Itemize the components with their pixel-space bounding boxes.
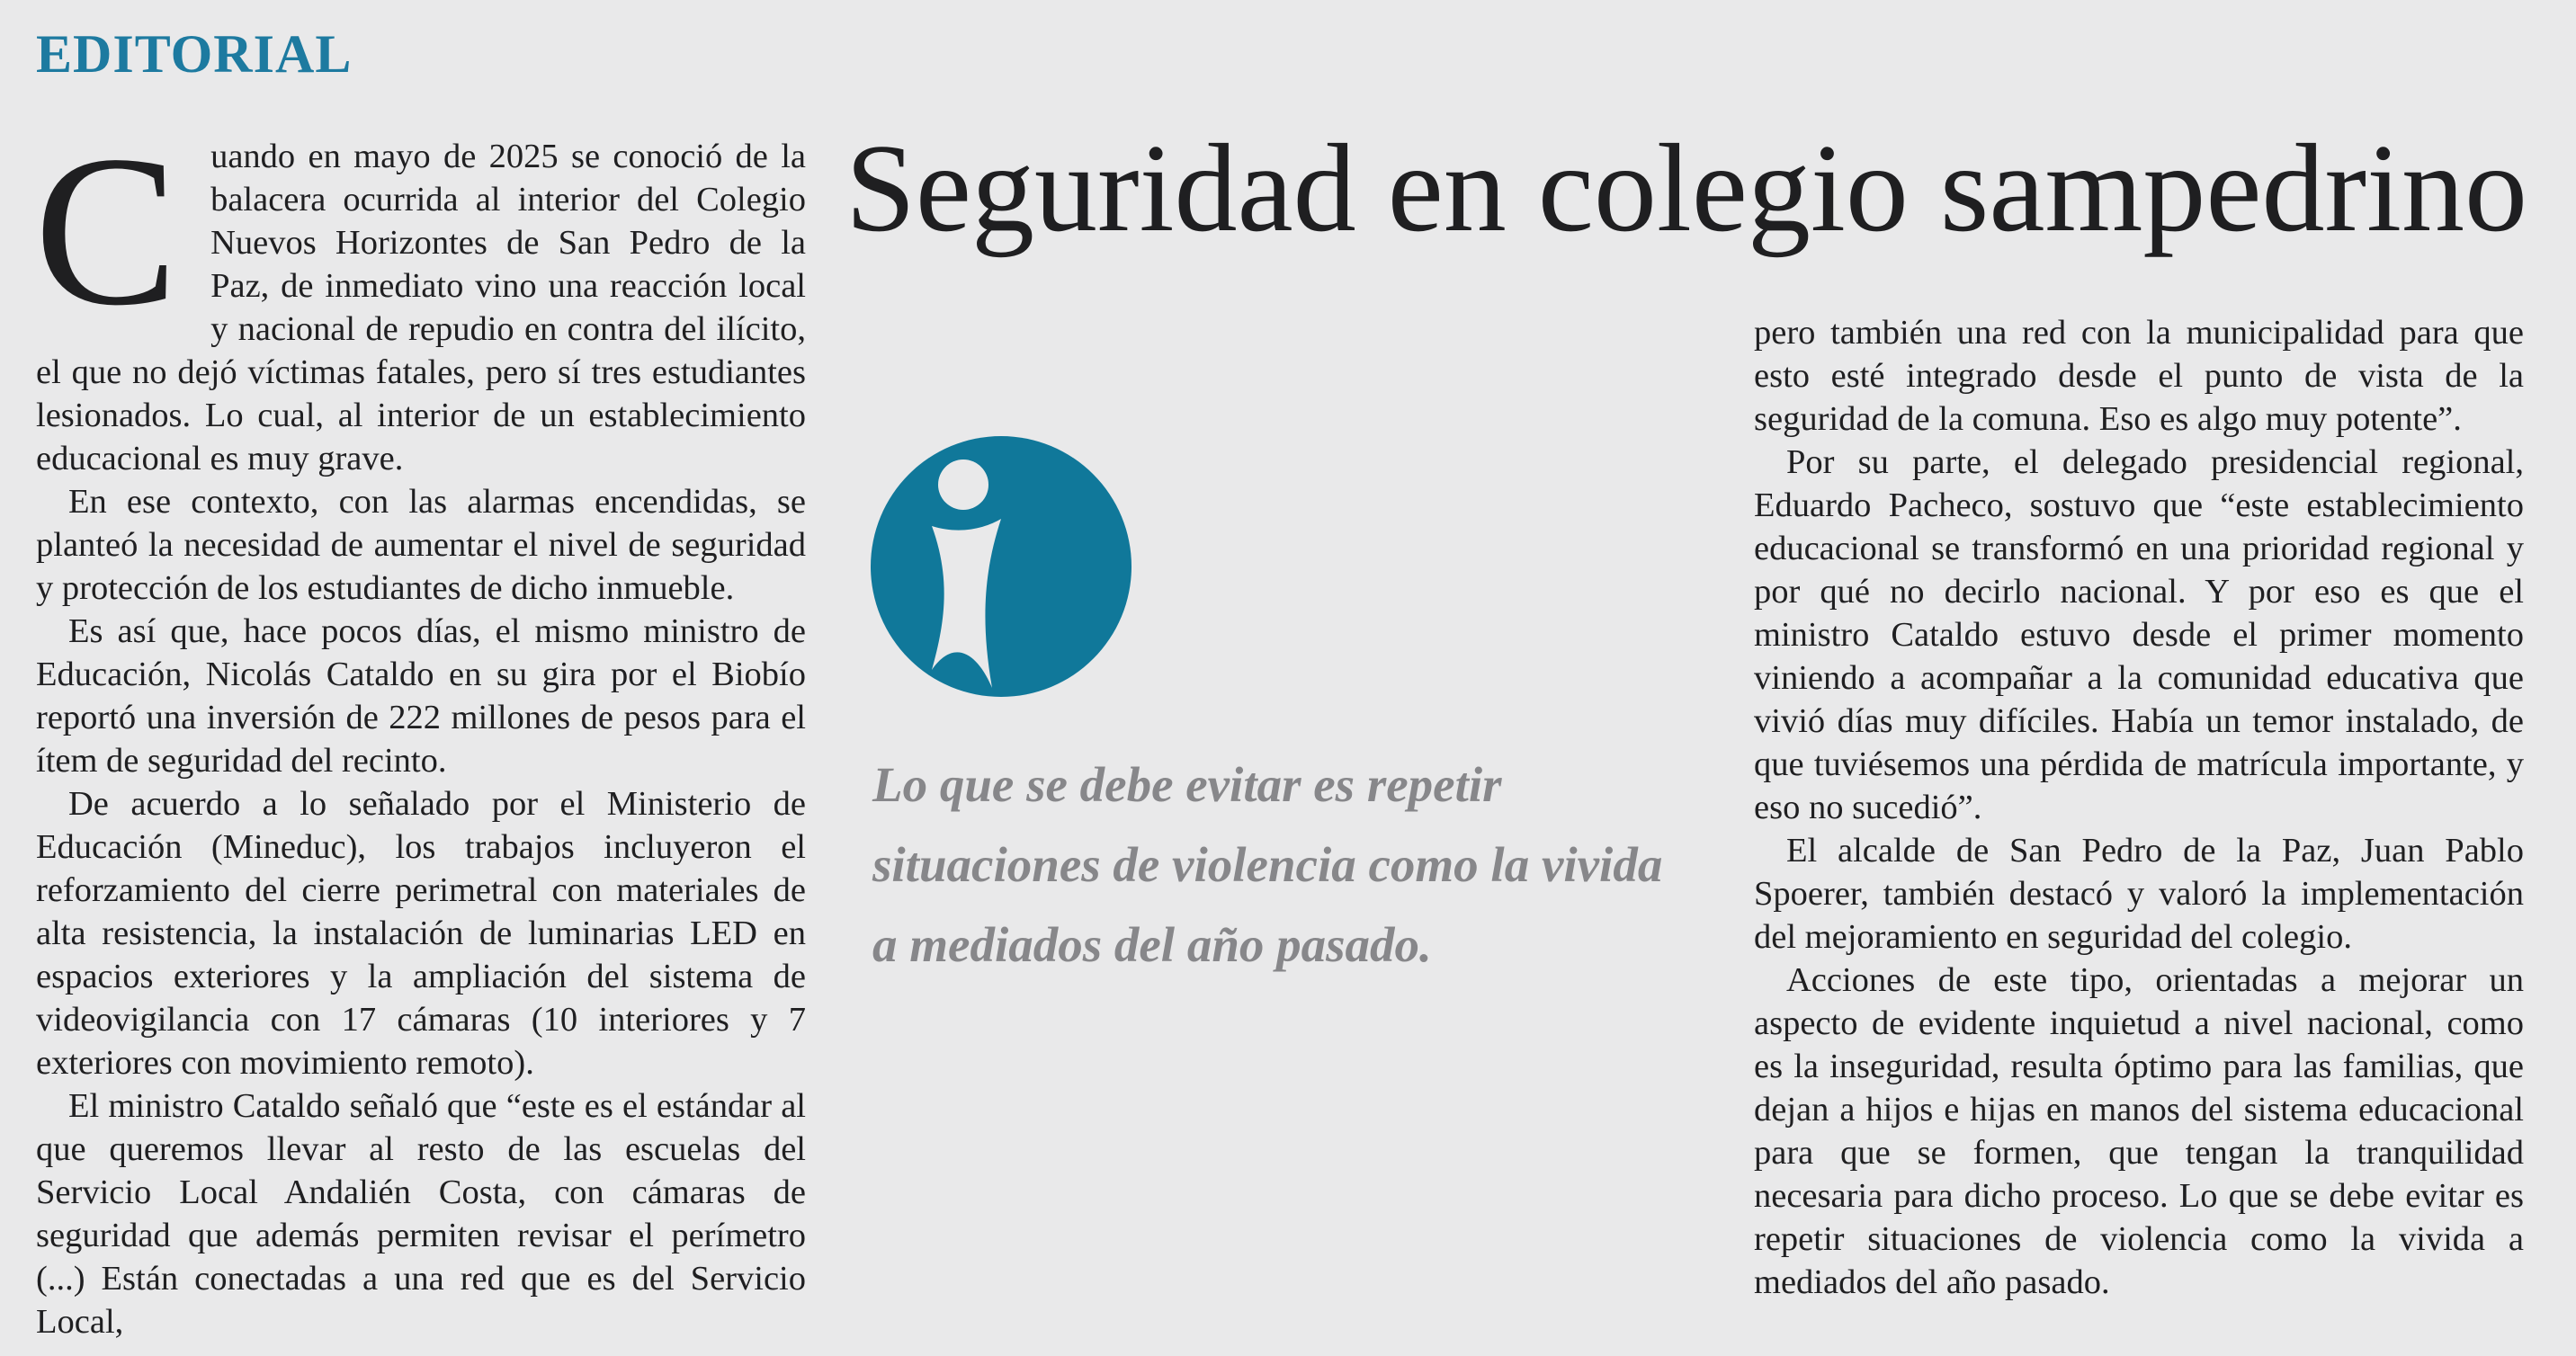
left-column: [34, 111, 806, 1343]
paragraph: uando en mayo de 2025 se conoció de la balacera ocurrida al interior del Colegio Nuevos Horizontes de San Pedro de la Paz, de inmediato vino una reacción local y nacional de repudio en contra del ilícito, el que no dejó víctimas fatales, pero sí tres estudiantes lesionados. Lo cual, al interior de un establecimiento educacional es muy grave.: [36, 138, 806, 477]
right-column: [1754, 311, 2524, 1304]
paragraph: Por su parte, el delegado presidencial regional, Eduardo Pacheco, sostuvo que “este establecimiento educacional se transformó en una prioridad regional y por qué no decirlo nacional. Y por eso es que el ministro Cataldo estuvo desde el primer momento viniendo a acompañar a la comunidad educativa que vivió días muy difíciles. Había un temor instalado, de que tuviésemos una pérdida de matrícula importante, y eso no sucedió”.: [1754, 443, 2524, 826]
section-label: EDITORIAL: [36, 24, 353, 84]
headline: Seguridad en colegio sampedrino: [845, 119, 2528, 258]
dropcap: C: [34, 111, 179, 350]
paragraph: De acuerdo a lo señalado por el Ministerio de Educación (Mineduc), los trabajos incluyeron el reforzamiento del cierre perimetral con materiales de alta resistencia, la instalación de luminarias LED en espacios exteriores y la ampliación del sistema de videovigilancia con 17 cámaras (10 interiores y 7 exteriores con movimiento remoto).: [36, 785, 806, 1082]
paragraph: En ese contexto, con las alarmas encendidas, se planteó la necesidad de aumentar el nivel de seguridad y protección de los estudiantes de dicho inmueble.: [36, 483, 806, 607]
info-logo-icon: [871, 436, 1131, 697]
paragraph: El ministro Cataldo señaló que “este es el estándar al que queremos llevar al resto de las escuelas del Servicio Local Andalién Costa, con cámaras de seguridad que además permiten revisar el perímetro (...) Están conectadas a una red que es del Servicio Local,: [36, 1087, 806, 1341]
paragraph: pero también una red con la municipalidad para que esto esté integrado desde el punto de vista de la seguridad de la comuna. Eso es algo muy potente”.: [1754, 314, 2524, 438]
paragraph: Acciones de este tipo, orientadas a mejorar un aspecto de evidente inquietud a nivel nacional, como es la inseguridad, resulta óptimo para las familias, que dejan a hijos e hijas en manos del sistema educacional para que se formen, que tengan la tranquilidad necesaria para dicho proceso. Lo que se debe evitar es repetir situaciones de violencia como la vivida a mediados del año pasado.: [1754, 961, 2524, 1301]
pull-quote: Lo que se debe evitar es repetir situaciones de violencia como la vivida a mediados del año pasado.: [872, 757, 1663, 972]
paragraph: Es así que, hace pocos días, el mismo ministro de Educación, Nicolás Cataldo en su gira por el Biobío reportó una inversión de 222 millones de pesos para el ítem de seguridad del recinto.: [36, 612, 806, 780]
paragraph: El alcalde de San Pedro de la Paz, Juan Pablo Spoerer, también destacó y valoró la implementación del mejoramiento en seguridad del colegio.: [1754, 832, 2524, 956]
